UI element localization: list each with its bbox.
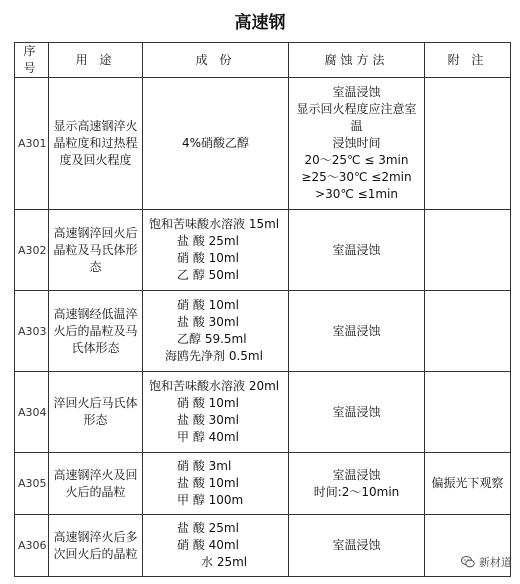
row-use: 高速钢淬火及回火后的晶粒 <box>49 453 143 515</box>
row-note <box>425 210 511 291</box>
composition-line: 饱和苦味酸水溶液 20ml <box>149 379 280 393</box>
method-line: 室温浸蚀 <box>332 404 381 419</box>
method-line: 室温浸蚀 <box>332 85 381 99</box>
method-line: 室温浸蚀 <box>332 323 381 338</box>
composition-line: 硝 酸 10ml <box>177 396 239 410</box>
method-line: >30℃ ≤1min <box>315 187 398 201</box>
composition-line: 水 25ml <box>201 555 248 569</box>
row-id: A303 <box>15 291 49 372</box>
table-row <box>15 453 511 515</box>
composition-line: 甲 醇 40ml <box>177 430 239 444</box>
row-use: 高速钢淬火后多次回火后的晶粒 <box>49 515 143 577</box>
row-note: 偏振光下观察 <box>425 453 511 515</box>
page-title: 高速钢 <box>234 13 286 33</box>
method-line: 温 <box>350 119 363 133</box>
wechat-icon <box>461 556 475 568</box>
row-composition <box>143 78 289 210</box>
method-line: 20～25℃ ≤ 3min <box>304 153 409 167</box>
method-line: 浸蚀时间 <box>332 136 381 150</box>
header-method: 腐蚀方法 <box>289 43 425 78</box>
composition-line: 乙 醇 50ml <box>177 268 239 282</box>
row-note <box>425 372 511 453</box>
row-id: A306 <box>15 515 49 577</box>
method-line: 显示回火程度应注意室 <box>296 102 417 116</box>
method-line: 室温浸蚀 <box>332 467 381 482</box>
method-line: 时间:2～10min <box>313 484 400 499</box>
row-method <box>289 78 425 210</box>
row-composition <box>143 291 289 372</box>
composition-line: 硝 酸 3ml <box>177 459 232 473</box>
method-line: 室温浸蚀 <box>332 538 381 552</box>
row-method <box>289 372 425 453</box>
composition-line: 盐 酸 25ml <box>177 234 239 248</box>
row-id: A301 <box>15 78 49 210</box>
table-row <box>15 372 511 453</box>
composition-line: 盐 酸 25ml <box>177 521 239 535</box>
row-use: 淬回火后马氏体形态 <box>49 372 143 453</box>
row-use: 高速钢淬回火后晶粒及马氏体形态 <box>49 210 143 291</box>
row-id: A304 <box>15 372 49 453</box>
composition-line: 饱和苦味酸水溶液 15ml <box>149 217 280 231</box>
composition-line: 盐 酸 30ml <box>177 413 239 427</box>
header-composition: 成 份 <box>143 43 289 78</box>
method-line: 室温浸蚀 <box>332 242 381 257</box>
etchant-table <box>14 42 511 577</box>
header-note: 附 注 <box>425 43 511 78</box>
row-composition <box>143 515 289 577</box>
method-line: ≥25～30℃ ≤2min <box>301 170 412 184</box>
composition-line: 盐 酸 30ml <box>177 315 239 329</box>
composition-line: 盐 酸 10ml <box>177 476 239 490</box>
row-note <box>425 291 511 372</box>
row-method <box>289 515 425 577</box>
composition-line: 海鸥先净剂 0.5ml <box>165 349 263 363</box>
row-use: 高速钢经低温淬火后的晶粒及马氏体形态 <box>49 291 143 372</box>
row-note <box>425 78 511 210</box>
watermark-text: 新材道 <box>479 556 512 569</box>
row-composition <box>143 210 289 291</box>
row-use: 显示高速钢淬火晶粒度和过热程度及回火程度 <box>49 78 143 210</box>
header-id: 序号 <box>15 43 49 78</box>
composition-line: 硝 酸 10ml <box>177 298 239 312</box>
table-header-row <box>15 43 511 78</box>
row-method <box>289 453 425 515</box>
composition-line: 硝 酸 40ml <box>177 538 239 552</box>
table-row <box>15 515 511 577</box>
row-composition <box>143 453 289 515</box>
row-method <box>289 210 425 291</box>
header-use: 用 途 <box>49 43 143 78</box>
composition-line: 硝 酸 10ml <box>177 251 239 265</box>
table-row <box>15 78 511 210</box>
row-composition <box>143 372 289 453</box>
composition-line: 乙醇 59.5ml <box>177 332 247 346</box>
row-id: A302 <box>15 210 49 291</box>
composition-line: 甲 醇 100m <box>177 493 244 507</box>
table-row <box>15 291 511 372</box>
table-row <box>15 210 511 291</box>
row-id: A305 <box>15 453 49 515</box>
watermark <box>461 554 512 570</box>
row-method <box>289 291 425 372</box>
composition-line: 4%硝酸乙醇 <box>181 136 250 150</box>
